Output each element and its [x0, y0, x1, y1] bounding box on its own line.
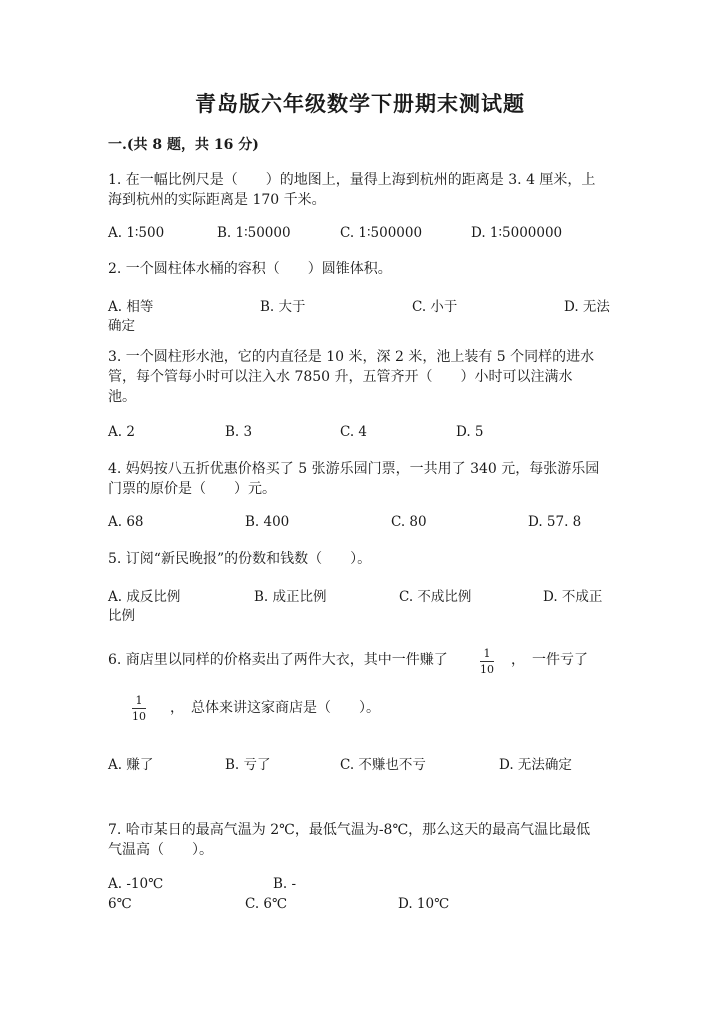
- fraction-bar: [480, 661, 494, 662]
- question-5-option-d: D. 不成正: [543, 589, 603, 605]
- question-1-option-d: D. 1∶5000000: [471, 225, 563, 241]
- question-3-line-3: 池。: [108, 389, 136, 405]
- question-2-line-1: 2. 一个圆柱体水桶的容积（ ）圆锥体积。: [108, 261, 392, 277]
- question-6-fraction-2: [132, 694, 146, 723]
- question-1-option-a: A. 1∶500: [108, 225, 165, 241]
- page-title: 青岛版六年级数学下册期末测试题: [195, 91, 525, 116]
- question-4-option-d: D. 57. 8: [528, 514, 582, 530]
- question-7-line-2: 气温高（ ）。: [108, 842, 213, 858]
- question-5-option-b: B. 成正比例: [254, 589, 327, 605]
- question-6-option-b: B. 亏了: [225, 757, 271, 773]
- question-4-option-a: A. 68: [108, 514, 144, 530]
- fraction-numerator: 1: [135, 694, 143, 707]
- fraction-denominator: 10: [480, 663, 494, 676]
- question-6-part-2: ， 一件亏了: [511, 652, 588, 668]
- question-3-line-2: 管，每个管每小时可以注入水 7850 升，五管齐开（ ）小时可以注满水: [108, 369, 573, 385]
- fraction-bar: [132, 708, 146, 709]
- question-1-option-b: B. 1∶50000: [217, 225, 291, 241]
- question-1-line-1: 1. 在一幅比例尺是（ ）的地图上，量得上海到杭州的距离是 3. 4 厘米，上: [108, 172, 596, 188]
- question-5-line-1: 5. 订阅“新民晚报”的份数和钱数（ ）。: [108, 551, 372, 567]
- fraction-numerator: 1: [483, 647, 491, 660]
- question-7-option-d: D. 10℃: [398, 896, 450, 912]
- question-7-option-c: C. 6℃: [245, 896, 288, 912]
- question-6-option-a: A. 赚了: [108, 757, 154, 773]
- question-6-option-d: D. 无法确定: [499, 757, 572, 773]
- question-3-option-a: A. 2: [108, 424, 135, 440]
- question-6-option-c: C. 不赚也不亏: [340, 757, 426, 773]
- question-7-line-1: 7. 哈市某日的最高气温为 2℃，最低气温为-8℃，那么这天的最高气温比最低: [108, 822, 591, 838]
- question-6-part-3: ， 总体来讲这家商店是（ ）。: [170, 700, 380, 716]
- section-header: 一.(共 8 题，共 16 分): [108, 137, 259, 153]
- question-7-option-b-wrap: 6℃: [108, 896, 132, 912]
- question-4-option-b: B. 400: [245, 514, 290, 530]
- question-2-option-b: B. 大于: [260, 299, 306, 315]
- question-3-option-c: C. 4: [340, 424, 368, 440]
- question-4-option-c: C. 80: [391, 514, 427, 530]
- question-5-option-c: C. 不成比例: [399, 589, 472, 605]
- question-7-option-a: A. -10℃: [108, 876, 164, 892]
- question-4-line-1: 4. 妈妈按八五折优惠价格买了 5 张游乐园门票，一共用了 340 元，每张游乐园: [108, 461, 600, 477]
- question-6-fraction-1: [480, 647, 494, 676]
- question-1-line-2: 海到杭州的实际距离是 170 千米。: [108, 192, 326, 208]
- question-3-option-b: B. 3: [225, 424, 253, 440]
- question-2-option-a: A. 相等: [108, 299, 154, 315]
- question-3-line-1: 3. 一个圆柱形水池，它的内直径是 10 米，深 2 米，池上装有 5 个同样的进水: [108, 349, 595, 365]
- question-2-option-d: D. 无法: [564, 299, 610, 315]
- question-6-part-1: 6. 商店里以同样的价格卖出了两件大衣，其中一件赚了: [108, 652, 448, 668]
- question-5-option-a: A. 成反比例: [108, 589, 181, 605]
- question-4-line-2: 门票的原价是（ ）元。: [108, 481, 276, 497]
- question-5-option-d-wrap: 比例: [108, 608, 135, 624]
- fraction-denominator: 10: [132, 710, 146, 723]
- question-3-option-d: D. 5: [456, 424, 484, 440]
- question-2-option-c: C. 小于: [412, 299, 458, 315]
- question-1-option-c: C. 1∶500000: [340, 225, 423, 241]
- question-2-option-d-wrap: 确定: [108, 318, 135, 334]
- question-7-option-b: B. -: [273, 876, 297, 892]
